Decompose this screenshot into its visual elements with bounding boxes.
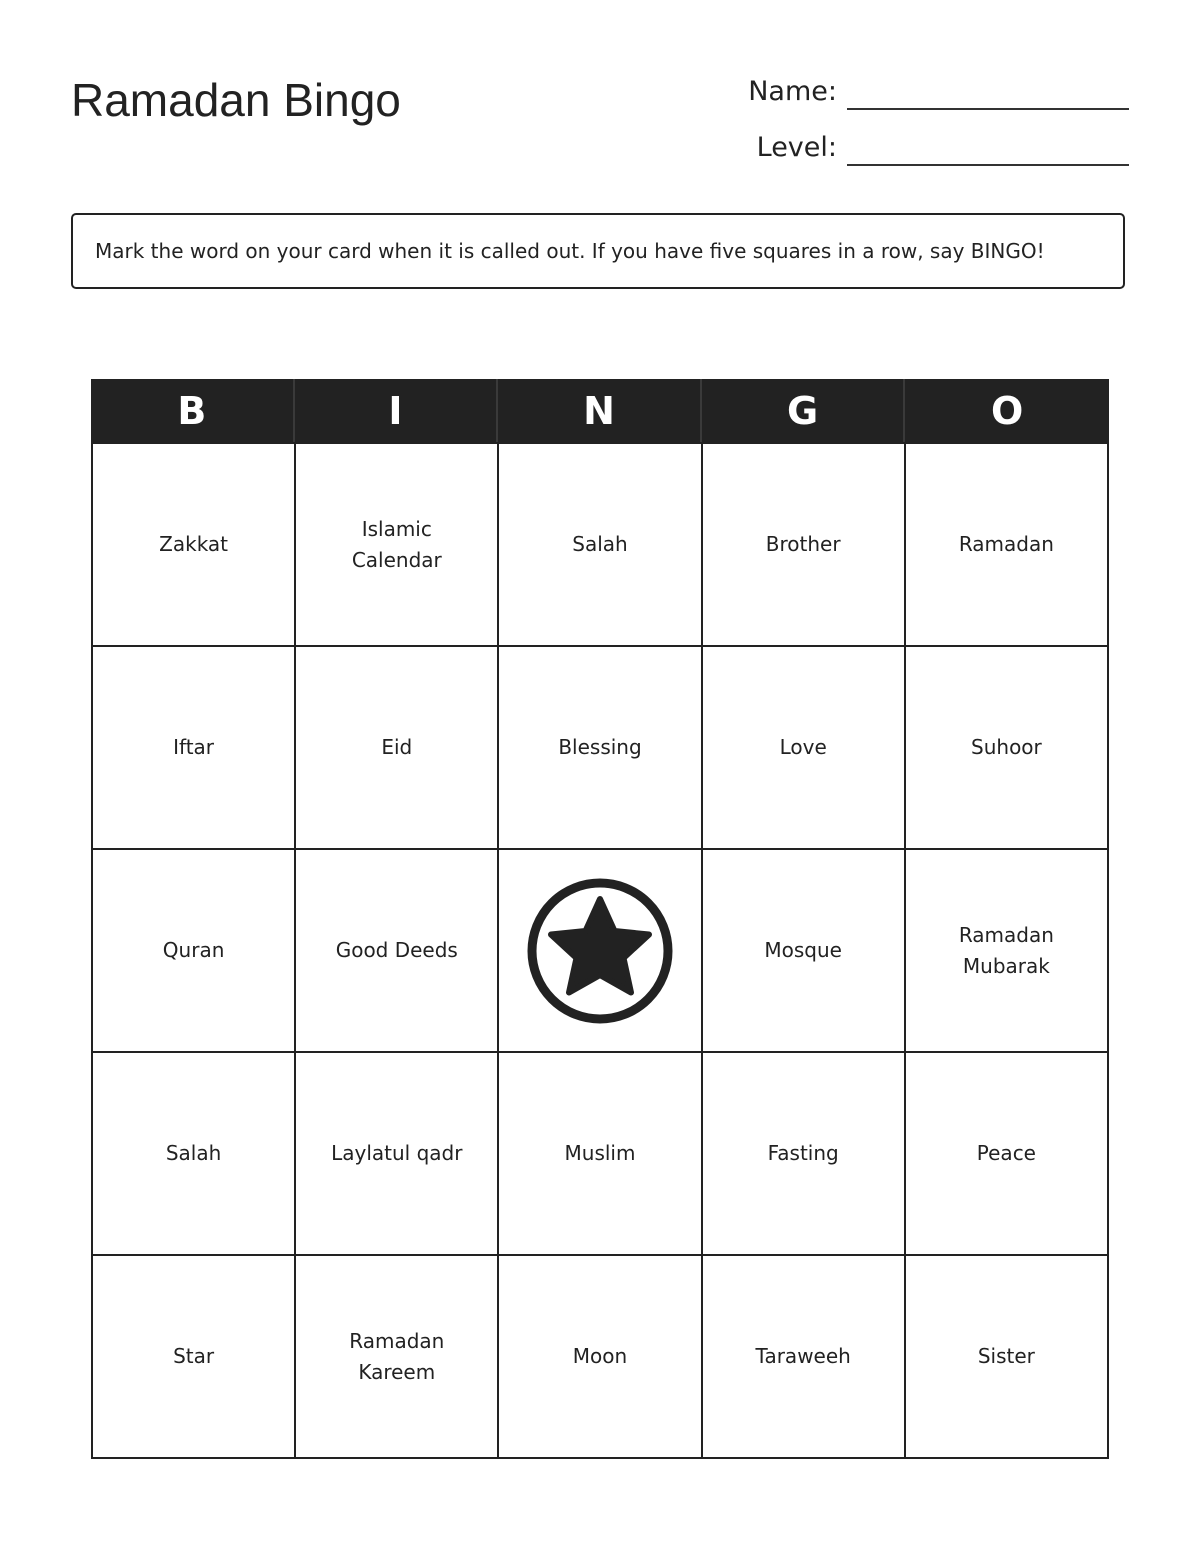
bingo-cell[interactable]: Ramadan Kareem [296,1256,499,1459]
bingo-cell[interactable]: Star [93,1256,296,1459]
page-title: Ramadan Bingo [71,74,401,126]
bingo-cell[interactable]: Love [703,647,906,850]
name-blank-line[interactable] [847,108,1129,110]
bingo-cell[interactable]: Good Deeds [296,850,499,1053]
bingo-letter-g: G [702,379,906,442]
bingo-letter-o: O [991,388,1024,433]
bingo-cell[interactable]: Brother [703,444,906,647]
bingo-cell[interactable]: Fasting [703,1053,906,1256]
star-in-circle-icon [526,877,674,1025]
level-label: Level: [756,132,837,163]
bingo-cell[interactable]: Peace [906,1053,1109,1256]
bingo-free-space[interactable] [499,850,702,1053]
bingo-cell[interactable]: Quran [93,850,296,1053]
level-blank-line[interactable] [847,164,1129,166]
bingo-cell[interactable]: Moon [499,1256,702,1459]
bingo-card [91,379,1109,1459]
bingo-cell[interactable]: Salah [93,1053,296,1256]
instructions-box [71,213,1125,289]
bingo-letter-b: B [91,379,295,442]
bingo-letter-n: N [498,379,702,442]
bingo-cell[interactable]: Ramadan Mubarak [906,850,1109,1053]
bingo-cell[interactable]: Ramadan [906,444,1109,647]
bingo-cell[interactable]: Islamic Calendar [296,444,499,647]
bingo-grid [91,442,1109,1459]
instructions-text: Mark the word on your card when it is called out. If you have five squares in a row, say BINGO! [95,239,1045,263]
bingo-cell[interactable]: Mosque [703,850,906,1053]
bingo-cell[interactable]: Muslim [499,1053,702,1256]
level-field [757,130,1129,166]
bingo-cell[interactable]: Laylatul qadr [296,1053,499,1256]
name-field [748,74,1129,110]
bingo-cell[interactable]: Suhoor [906,647,1109,850]
bingo-cell[interactable]: Salah [499,444,702,647]
bingo-cell[interactable]: Iftar [93,647,296,850]
bingo-cell[interactable]: Taraweeh [703,1256,906,1459]
bingo-cell[interactable]: Blessing [499,647,702,850]
bingo-letter-i: I [295,379,499,442]
bingo-cell[interactable]: Zakkat [93,444,296,647]
bingo-header [91,379,1109,442]
bingo-cell[interactable]: Sister [906,1256,1109,1459]
name-label: Name: [748,76,837,107]
bingo-cell[interactable]: Eid [296,647,499,850]
